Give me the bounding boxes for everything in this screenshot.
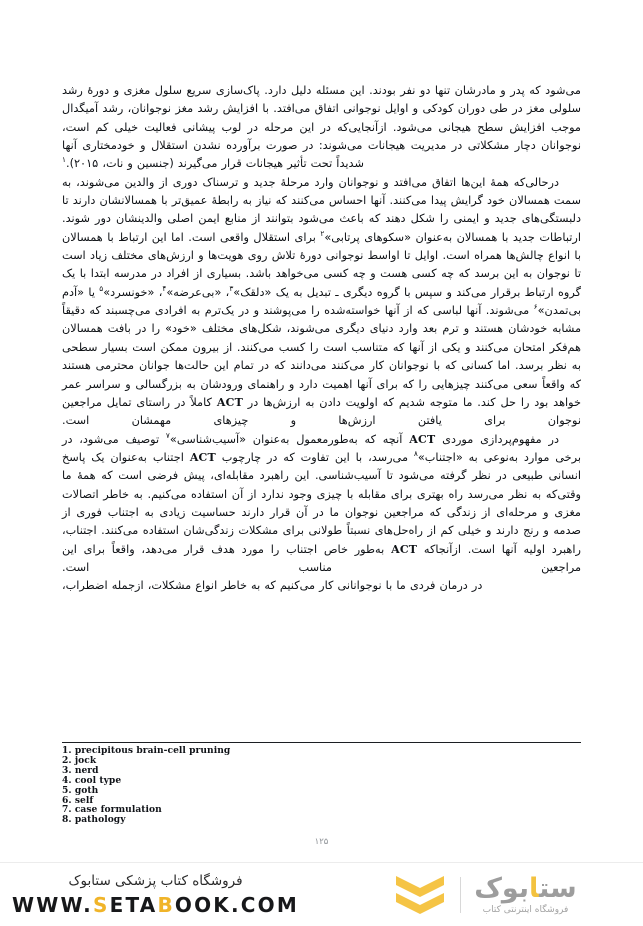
footnote-text: self xyxy=(74,794,94,806)
footnote-text: case formulation xyxy=(74,804,162,816)
footnote-text: cool type xyxy=(74,774,122,786)
footnote-number: 7. xyxy=(62,804,72,816)
footer-promo-banner xyxy=(0,862,643,926)
footnote-marker: ۶ xyxy=(533,302,538,312)
url-part: OOK.COM xyxy=(174,893,299,917)
paragraph-3: در مفهوم‌پردازی موردی ACT آنچه که به‌طورمعمول به‌عنوان «آسیب‌شناسی»$^۷$ توصیف می‌شود، در برخی موارد به‌نوعی به «اجتناب»$^۸$ می‌رسد، با این تفاوت که در چارچوب ACT اجتناب به‌عنوان یک پاسخ انسانی طبیعی در نظر گرفته می‌شود تا آسیب‌شناسی. این راهبرد مقابله‌ای، پیش فرضی است که همهٔ ما وقتی‌که به نظر می‌رسد راه بهتری برای مقابله با چیزی وجود ندارد از آن استفاده می‌کنیم. به خاطر اتصالات مغزی و مرحله‌ای از زندگی که مراجعین نوجوان ما در آن قرار دارند حساسیت زیادی به اجتناب فوری از صدمه و رنج دارند و خیلی کم از راه‌حل‌های نسبتاً طولانی برای مشکلات زندگی‌شان استفاده می‌کنند. اجتناب، راهبرد اولیه آنها است. ازآنجاکه ACT به‌طور خاص اجتناب را مورد هدف قرار می‌دهد، واقعاً برای این مراجعین مناسب است. xyxy=(62,430,582,574)
footnote-marker: ۸ xyxy=(413,449,418,459)
footnote-item xyxy=(62,766,581,776)
url-part: WWW. xyxy=(12,893,93,917)
footnote-item xyxy=(62,776,581,786)
footnote-number: 3. xyxy=(62,764,72,776)
brand-word-accent: ا xyxy=(529,873,540,904)
brand-word-prefix: ست xyxy=(539,873,577,904)
footnote-number: 2. xyxy=(62,754,72,766)
footnote-text: nerd xyxy=(74,764,99,776)
acronym-act: ACT xyxy=(409,432,436,446)
footnote-number: 8. xyxy=(62,814,72,826)
footnote-marker: ۱ xyxy=(62,155,66,165)
footnote-number: 6. xyxy=(62,794,72,806)
acronym-act: ACT xyxy=(189,450,216,464)
paragraph-1: می‌شود که پدر و مادرشان تنها دو نفر بودند. این مسئله دلیل دارد. پاک‌سازی سریع سلول مغزی و دورهٔ رشد سلولی مغز در طی دوران کودکی و اوایل نوجوانی اتفاق می‌افتد. با افزایش رشد مغز نوجوانان، رشد آمیگدال موجب افزایش سطح هیجانی می‌شود. ازآنجایی‌که در این مرحله در لوب پیشانی فعالیت خیلی کم است، نوجوانان دچار مشکلاتی در مدیریت هیجانات می‌شوند: در صورت برآورده نشدن استقلال و خودمختاری آنها شدیداً تحت تأثیر هیجانات قرار می‌گیرند (جنسین و نات، ۲۰۱۵).$^۱$ xyxy=(62,84,581,171)
footnote-item xyxy=(62,786,581,796)
footnote-item xyxy=(62,805,581,815)
footnote-number: 1. xyxy=(62,745,72,756)
footnote-section xyxy=(62,742,581,825)
url-part: ETA xyxy=(109,893,158,917)
footnote-item xyxy=(62,756,581,766)
paragraph-4: در درمان فردی ما با نوجوانانی کار می‌کنیم که به خاطر انواع مشکلات، ازجمله اضطراب، xyxy=(62,579,483,593)
brand-wordmark xyxy=(474,875,576,915)
footnote-marker: ۵ xyxy=(99,284,104,294)
footnote-number: 4. xyxy=(62,774,72,786)
footnote-item xyxy=(62,746,581,756)
brand-tagline-fa: فروشگاه کتاب پزشکی ستابوک xyxy=(68,873,243,889)
brand-word-suffix: بوک xyxy=(474,873,529,904)
footnote-text: goth xyxy=(74,784,99,796)
body-text-column xyxy=(62,82,581,596)
footnote-text: pathology xyxy=(74,814,126,826)
footnote-text: precipitous brain-cell pruning xyxy=(74,745,231,756)
brand-subtitle: فروشگاه اینترنتی کتاب xyxy=(482,905,569,915)
footnote-number: 5. xyxy=(62,784,72,796)
footnote-marker: ۲ xyxy=(320,228,325,238)
footnote-marker: ۳ xyxy=(229,284,234,294)
brand-website-url xyxy=(12,893,299,917)
double-chevron-icon xyxy=(393,874,447,916)
footnote-text: jock xyxy=(74,754,97,766)
footnote-divider xyxy=(62,742,581,743)
paragraph-2: درحالی‌که همهٔ این‌ها اتفاق می‌افتد و نوجوانان وارد مرحلهٔ جدید و ترسناک دوری از والدین می‌شوند، به سمت همسالان خود گرایش پیدا می‌کنند. آنها احساس می‌کنند که نیاز به رابطهٔ عمیق‌تر با همسالانشان دارند تا دلبستگی‌های جدید و ایمنی را شکل دهند که باعث می‌شود بتوانند از منابع ایمن اصلی والدینشان دور شوند. ارتباطات جدید با همسالان به‌عنوان «سکوهای پرتابی»$^۲$ برای استقلال واقعی است. اما این ارتباط با همسالان با انواع چالش‌ها همراه است. اوایل تا اواسط نوجوانی دورهٔ تلاش روی هویت‌ها و ارزش‌های مختلف زیاد است تا نوجوان به این برسد که چه کسی هست و چه کسی می‌خواهد باشد. بسیاری از افراد در مدرسه ابتدا با یک گروه ارتباط برقرار می‌کند و سپس با گروه دیگری ـ تبدیل به یک «دلقک»$^۳$، «بی‌عرضه»$^۴$، «خونسرد»$^۵$ یا «آدم بی‌تمدن»$^۶$ می‌شوند. آنها لباسی که از آنها خواسته‌شده را می‌پوشند و در یک‌ترم به افرادی می‌چسبند که دقیقاً مشابه خودشان هستند و ترم بعد وارد دنیای دیگری می‌شوند، شکل‌های مختلف «خود» را در بافت همسالان هم‌فکر امتحان می‌کنند و یکی از آنها که متناسب است را کسب می‌کنند. از بیرون ممکن است بسیار سطحی به نظر برسد. اما کسانی که با نوجوانان کار می‌کنند می‌دانند که در تمام این حالت‌ها جوانان محترمی هستند که واقعاً سعی می‌کنند چیزهایی را که برای آنها اهمیت دارد و راهنمای ورودشان به بزرگسالی و سراسر عمر خواهد بود را حل کند. ما متوجه شدیم که اولویت دادن به ارزش‌ها در ACT کاملاً در راستای تمایل مراجعین نوجوان برای یافتن ارزش‌ها و چیزهای مهمشان است. xyxy=(62,175,582,428)
brand-tagline-group xyxy=(0,863,321,926)
acronym-act: ACT xyxy=(391,542,418,556)
brand-wordmark-text xyxy=(474,875,576,902)
footnote-item xyxy=(62,815,581,825)
footnote-marker: ۷ xyxy=(165,430,170,440)
url-part-accent: B xyxy=(157,893,175,917)
brand-divider xyxy=(460,877,461,913)
page-number: ۱۲۵ xyxy=(314,837,329,847)
footnote-list xyxy=(62,746,581,825)
brand-logo-group xyxy=(321,863,643,926)
acronym-act: ACT xyxy=(216,395,243,409)
url-part-accent: S xyxy=(92,893,110,917)
footnote-marker: ۴ xyxy=(162,284,167,294)
